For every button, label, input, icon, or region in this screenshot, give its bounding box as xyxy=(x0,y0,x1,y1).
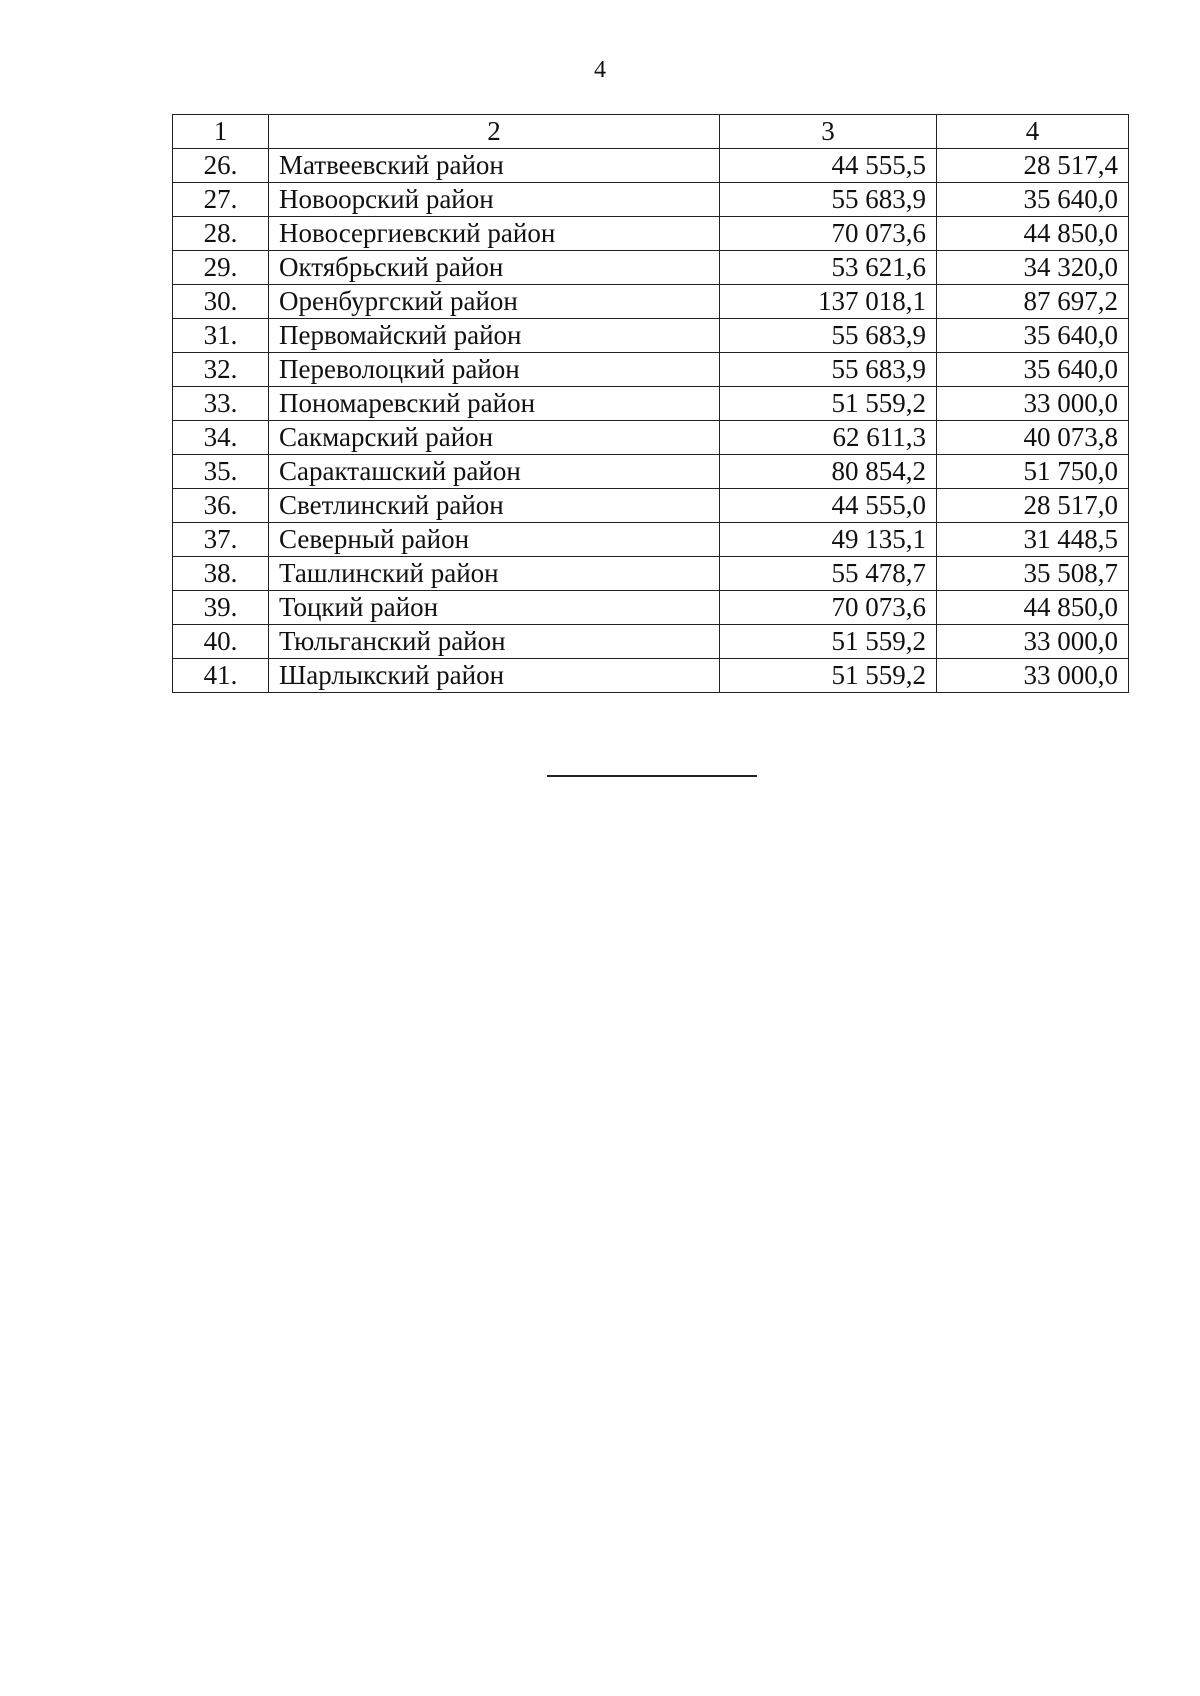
column-4-value-cell: 87 697,2 xyxy=(937,285,1129,319)
table-row xyxy=(173,523,1129,557)
column-3-value-cell: 70 073,6 xyxy=(720,217,937,251)
table-row xyxy=(173,455,1129,489)
table-body xyxy=(173,149,1129,693)
district-name-cell: Северный район xyxy=(269,523,720,557)
column-3-value-cell: 55 478,7 xyxy=(720,557,937,591)
column-3-value-cell: 51 559,2 xyxy=(720,387,937,421)
district-name-cell: Ташлинский район xyxy=(269,557,720,591)
district-name-cell: Шарлыкский район xyxy=(269,659,720,693)
column-3-value-cell: 51 559,2 xyxy=(720,625,937,659)
table-row xyxy=(173,251,1129,285)
header-col-3: 3 xyxy=(720,115,937,149)
column-3-value-cell: 137 018,1 xyxy=(720,285,937,319)
column-4-value-cell: 35 640,0 xyxy=(937,319,1129,353)
column-4-value-cell: 44 850,0 xyxy=(937,217,1129,251)
district-name-cell: Матвеевский район xyxy=(269,149,720,183)
row-number-cell: 41. xyxy=(173,659,269,693)
table-row xyxy=(173,217,1129,251)
district-name-cell: Новоорский район xyxy=(269,183,720,217)
district-name-cell: Тоцкий район xyxy=(269,591,720,625)
column-3-value-cell: 62 611,3 xyxy=(720,421,937,455)
column-3-value-cell: 70 073,6 xyxy=(720,591,937,625)
row-number-cell: 29. xyxy=(173,251,269,285)
district-name-cell: Оренбургский район xyxy=(269,285,720,319)
table-row xyxy=(173,591,1129,625)
row-number-cell: 36. xyxy=(173,489,269,523)
column-3-value-cell: 55 683,9 xyxy=(720,319,937,353)
row-number-cell: 35. xyxy=(173,455,269,489)
column-3-value-cell: 55 683,9 xyxy=(720,353,937,387)
end-rule xyxy=(547,775,757,777)
table-row xyxy=(173,557,1129,591)
district-name-cell: Новосергиевский район xyxy=(269,217,720,251)
table-row xyxy=(173,659,1129,693)
allocation-table xyxy=(172,114,1129,693)
column-3-value-cell: 44 555,0 xyxy=(720,489,937,523)
table-row xyxy=(173,489,1129,523)
district-name-cell: Переволоцкий район xyxy=(269,353,720,387)
district-name-cell: Саракташский район xyxy=(269,455,720,489)
column-4-value-cell: 28 517,4 xyxy=(937,149,1129,183)
column-4-value-cell: 35 640,0 xyxy=(937,353,1129,387)
row-number-cell: 38. xyxy=(173,557,269,591)
table-row xyxy=(173,285,1129,319)
district-name-cell: Тюльганский район xyxy=(269,625,720,659)
row-number-cell: 30. xyxy=(173,285,269,319)
district-name-cell: Первомайский район xyxy=(269,319,720,353)
district-name-cell: Светлинский район xyxy=(269,489,720,523)
column-4-value-cell: 40 073,8 xyxy=(937,421,1129,455)
table-row xyxy=(173,183,1129,217)
column-4-value-cell: 31 448,5 xyxy=(937,523,1129,557)
row-number-cell: 33. xyxy=(173,387,269,421)
column-3-value-cell: 49 135,1 xyxy=(720,523,937,557)
row-number-cell: 39. xyxy=(173,591,269,625)
table-row xyxy=(173,149,1129,183)
header-col-4: 4 xyxy=(937,115,1129,149)
row-number-cell: 40. xyxy=(173,625,269,659)
column-4-value-cell: 33 000,0 xyxy=(937,387,1129,421)
table-header-row xyxy=(173,115,1129,149)
column-4-value-cell: 51 750,0 xyxy=(937,455,1129,489)
column-3-value-cell: 51 559,2 xyxy=(720,659,937,693)
row-number-cell: 31. xyxy=(173,319,269,353)
column-3-value-cell: 53 621,6 xyxy=(720,251,937,285)
column-4-value-cell: 33 000,0 xyxy=(937,625,1129,659)
table-row xyxy=(173,421,1129,455)
row-number-cell: 37. xyxy=(173,523,269,557)
row-number-cell: 32. xyxy=(173,353,269,387)
table-row xyxy=(173,319,1129,353)
table-row xyxy=(173,625,1129,659)
column-3-value-cell: 55 683,9 xyxy=(720,183,937,217)
district-name-cell: Пономаревский район xyxy=(269,387,720,421)
page-number: 4 xyxy=(594,57,606,83)
header-col-1: 1 xyxy=(173,115,269,149)
row-number-cell: 27. xyxy=(173,183,269,217)
header-col-2: 2 xyxy=(269,115,720,149)
district-name-cell: Октябрьский район xyxy=(269,251,720,285)
column-4-value-cell: 28 517,0 xyxy=(937,489,1129,523)
column-4-value-cell: 34 320,0 xyxy=(937,251,1129,285)
column-3-value-cell: 80 854,2 xyxy=(720,455,937,489)
column-4-value-cell: 33 000,0 xyxy=(937,659,1129,693)
row-number-cell: 34. xyxy=(173,421,269,455)
column-3-value-cell: 44 555,5 xyxy=(720,149,937,183)
column-4-value-cell: 35 508,7 xyxy=(937,557,1129,591)
table-row xyxy=(173,353,1129,387)
column-4-value-cell: 44 850,0 xyxy=(937,591,1129,625)
column-4-value-cell: 35 640,0 xyxy=(937,183,1129,217)
row-number-cell: 28. xyxy=(173,217,269,251)
row-number-cell: 26. xyxy=(173,149,269,183)
district-name-cell: Сакмарский район xyxy=(269,421,720,455)
table-row xyxy=(173,387,1129,421)
